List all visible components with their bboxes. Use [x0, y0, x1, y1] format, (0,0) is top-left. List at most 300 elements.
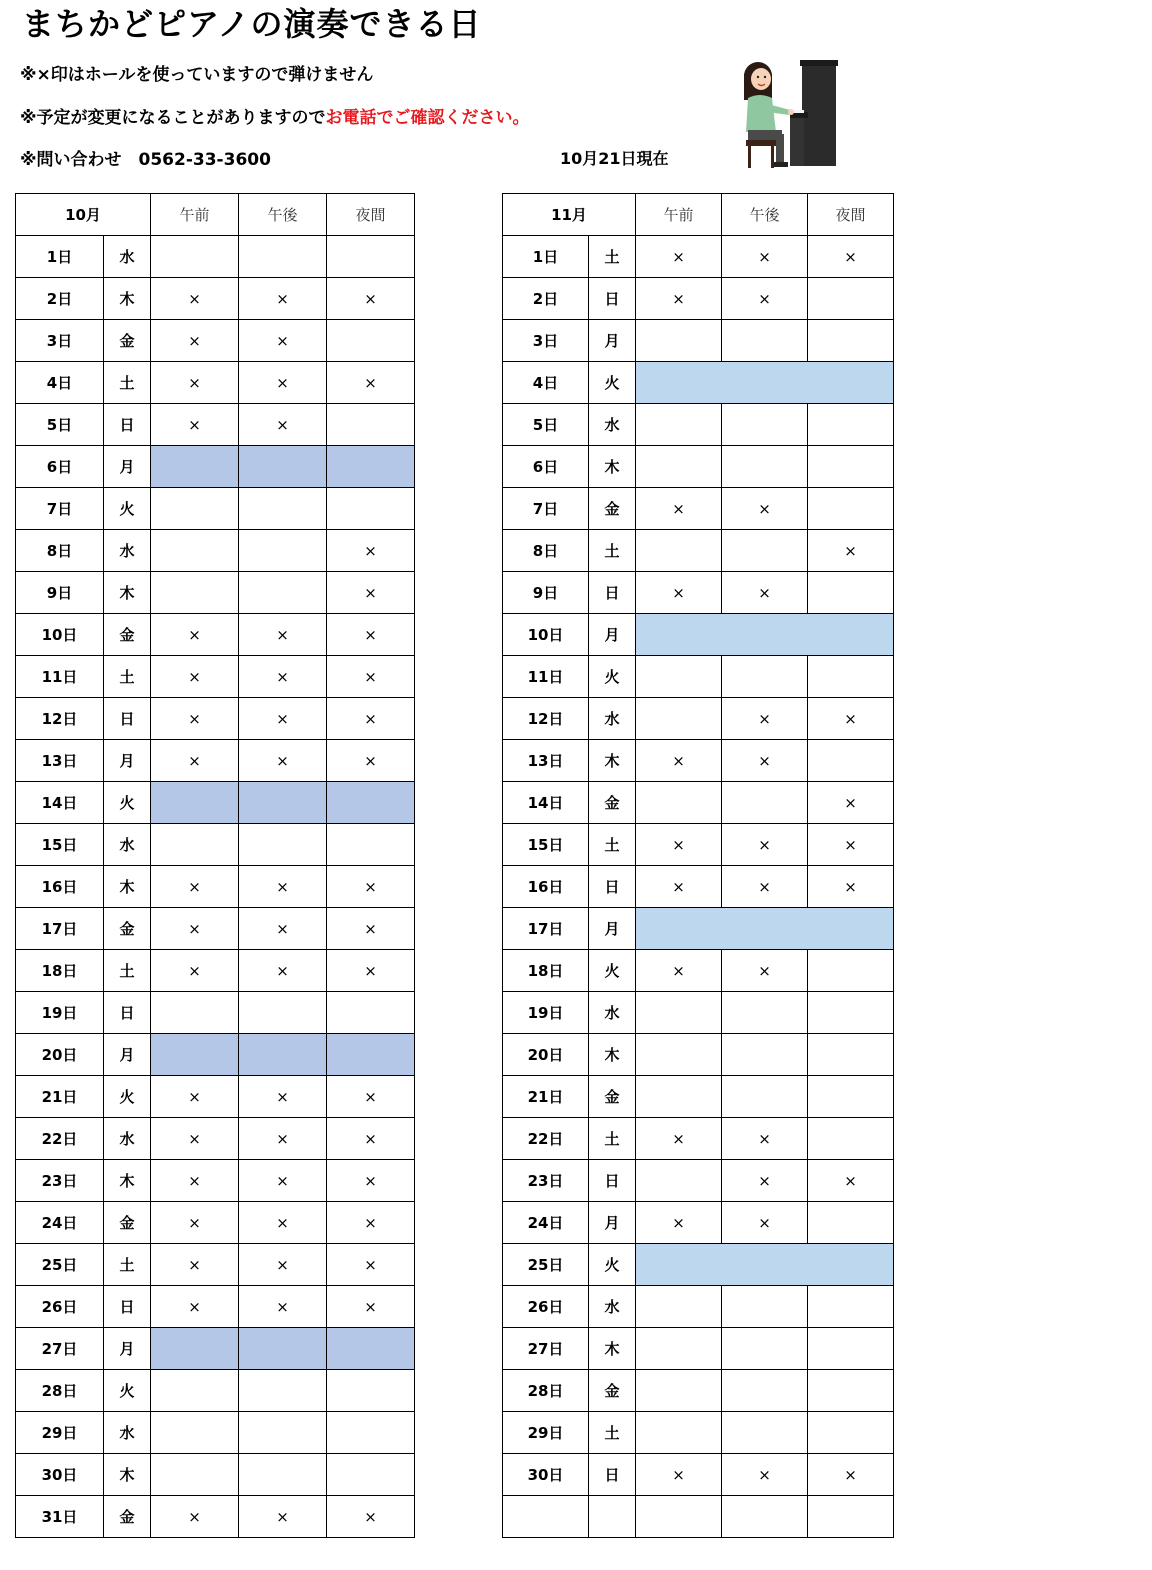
- closed-day-cell: [151, 446, 239, 488]
- slot-morning-cell: [636, 530, 722, 572]
- note-schedule-change: [20, 103, 530, 128]
- slot-night-cell: ×: [808, 698, 894, 740]
- day-cell: 26日: [16, 1286, 104, 1328]
- slot-morning-cell: ×: [636, 824, 722, 866]
- slot-afternoon-cell: [722, 1328, 808, 1370]
- day-cell: 11日: [503, 656, 589, 698]
- day-cell: 22日: [503, 1118, 589, 1160]
- day-cell: 27日: [16, 1328, 104, 1370]
- day-cell: 30日: [16, 1454, 104, 1496]
- slot-night-cell: ×: [327, 530, 415, 572]
- day-cell: 23日: [16, 1160, 104, 1202]
- weekday-cell: 月: [589, 614, 636, 656]
- weekday-cell: 金: [589, 782, 636, 824]
- slot-night-cell: ×: [808, 1454, 894, 1496]
- table-row: [16, 320, 415, 362]
- day-cell: 8日: [503, 530, 589, 572]
- slot-afternoon-cell: ×: [239, 950, 327, 992]
- table-row: [16, 992, 415, 1034]
- page-title: まちかどピアノの演奏できる日: [22, 5, 482, 43]
- slot-afternoon-cell: ×: [239, 1118, 327, 1160]
- weekday-cell: 月: [104, 740, 151, 782]
- table-row: [16, 1244, 415, 1286]
- day-cell: 28日: [16, 1370, 104, 1412]
- day-cell: 21日: [16, 1076, 104, 1118]
- note-schedule-change-prefix: ※予定が変更になることがありますので: [20, 108, 326, 128]
- day-cell: 25日: [16, 1244, 104, 1286]
- day-cell: 9日: [16, 572, 104, 614]
- slot-afternoon-cell: ×: [239, 866, 327, 908]
- table-row: [16, 908, 415, 950]
- closed-day-cell: [636, 1244, 894, 1286]
- weekday-cell: 金: [589, 488, 636, 530]
- day-cell: 20日: [16, 1034, 104, 1076]
- weekday-cell: 木: [589, 1328, 636, 1370]
- slot-night-cell: [808, 1370, 894, 1412]
- slot-morning-cell: ×: [151, 1244, 239, 1286]
- slot-night-cell: ×: [808, 824, 894, 866]
- slot-afternoon-cell: ×: [239, 908, 327, 950]
- slot-morning-header: 午前: [636, 194, 722, 236]
- day-cell: 12日: [503, 698, 589, 740]
- slot-night-cell: [808, 1412, 894, 1454]
- slot-night-cell: ×: [808, 782, 894, 824]
- slot-afternoon-cell: ×: [722, 866, 808, 908]
- table-row: [16, 950, 415, 992]
- slot-morning-cell: [636, 1370, 722, 1412]
- table-row: [503, 656, 894, 698]
- slot-afternoon-cell: ×: [722, 950, 808, 992]
- slot-morning-cell: ×: [636, 1202, 722, 1244]
- slot-morning-cell: ×: [151, 908, 239, 950]
- slot-morning-cell: [636, 446, 722, 488]
- weekday-cell: 土: [589, 236, 636, 278]
- slot-afternoon-cell: ×: [239, 320, 327, 362]
- table-row: [503, 404, 894, 446]
- slot-night-cell: [808, 1496, 894, 1538]
- table-row: [16, 362, 415, 404]
- table-row: [503, 236, 894, 278]
- day-cell: 1日: [16, 236, 104, 278]
- slot-afternoon-cell: [722, 530, 808, 572]
- table-row: [503, 1454, 894, 1496]
- slot-night-cell: ×: [327, 572, 415, 614]
- table-row: [503, 698, 894, 740]
- weekday-cell: 木: [104, 572, 151, 614]
- slot-morning-cell: ×: [636, 236, 722, 278]
- table-row: [503, 278, 894, 320]
- slot-morning-cell: ×: [151, 1118, 239, 1160]
- slot-afternoon-cell: [722, 1412, 808, 1454]
- table-row: [16, 1160, 415, 1202]
- slot-afternoon-cell: [722, 446, 808, 488]
- slot-morning-cell: [636, 1076, 722, 1118]
- slot-night-cell: [808, 446, 894, 488]
- day-cell: 6日: [503, 446, 589, 488]
- slot-night-cell: ×: [327, 362, 415, 404]
- table-row: [503, 866, 894, 908]
- slot-night-cell: [808, 320, 894, 362]
- slot-night-cell: [327, 404, 415, 446]
- slot-morning-cell: [636, 1286, 722, 1328]
- closed-day-cell: [151, 782, 239, 824]
- day-cell: 3日: [503, 320, 589, 362]
- slot-night-cell: [808, 278, 894, 320]
- table-header-row: [16, 194, 415, 236]
- weekday-cell: 水: [589, 698, 636, 740]
- weekday-cell: [589, 1496, 636, 1538]
- table-row: [16, 824, 415, 866]
- day-cell: 2日: [16, 278, 104, 320]
- slot-morning-cell: ×: [151, 404, 239, 446]
- day-cell: 10日: [503, 614, 589, 656]
- slot-morning-cell: [151, 572, 239, 614]
- closed-day-cell: [636, 362, 894, 404]
- slot-afternoon-cell: [722, 1496, 808, 1538]
- slot-afternoon-cell: ×: [722, 488, 808, 530]
- slot-night-cell: ×: [327, 1244, 415, 1286]
- slot-night-cell: ×: [327, 1118, 415, 1160]
- day-cell: 9日: [503, 572, 589, 614]
- slot-morning-cell: ×: [151, 1076, 239, 1118]
- table-row: [503, 1076, 894, 1118]
- day-cell: 29日: [16, 1412, 104, 1454]
- slot-morning-cell: [636, 1328, 722, 1370]
- day-cell: 24日: [503, 1202, 589, 1244]
- slot-night-cell: [808, 1286, 894, 1328]
- weekday-cell: 土: [589, 1412, 636, 1454]
- closed-day-cell: [636, 908, 894, 950]
- day-cell: 2日: [503, 278, 589, 320]
- slot-morning-cell: [636, 1412, 722, 1454]
- november-schedule-table: [502, 193, 894, 1538]
- table-row: [503, 908, 894, 950]
- slot-afternoon-cell: [722, 656, 808, 698]
- slot-night-cell: [808, 1202, 894, 1244]
- weekday-cell: 日: [589, 572, 636, 614]
- closed-day-cell: [327, 1034, 415, 1076]
- woman-playing-piano-illustration: [736, 60, 840, 170]
- day-cell: 1日: [503, 236, 589, 278]
- slot-afternoon-cell: [239, 824, 327, 866]
- slot-morning-cell: ×: [151, 1160, 239, 1202]
- slot-morning-cell: [636, 698, 722, 740]
- day-cell: 26日: [503, 1286, 589, 1328]
- table-row: [16, 278, 415, 320]
- day-cell: 10日: [16, 614, 104, 656]
- weekday-cell: 木: [589, 1034, 636, 1076]
- slot-afternoon-cell: ×: [239, 1160, 327, 1202]
- slot-afternoon-header: 午後: [722, 194, 808, 236]
- weekday-cell: 月: [104, 446, 151, 488]
- slot-night-cell: ×: [808, 236, 894, 278]
- day-cell: 18日: [503, 950, 589, 992]
- weekday-cell: 木: [589, 446, 636, 488]
- day-cell: 4日: [16, 362, 104, 404]
- slot-afternoon-cell: ×: [239, 1076, 327, 1118]
- table-row: [503, 1496, 894, 1538]
- weekday-cell: 日: [104, 992, 151, 1034]
- weekday-cell: 月: [589, 320, 636, 362]
- slot-afternoon-cell: ×: [722, 1160, 808, 1202]
- slot-night-cell: [808, 488, 894, 530]
- weekday-cell: 日: [104, 404, 151, 446]
- slot-morning-cell: [636, 782, 722, 824]
- slot-night-cell: ×: [327, 1160, 415, 1202]
- slot-night-cell: [808, 740, 894, 782]
- slot-night-cell: ×: [327, 908, 415, 950]
- slot-night-cell: ×: [327, 614, 415, 656]
- weekday-cell: 金: [589, 1076, 636, 1118]
- closed-day-cell: [636, 614, 894, 656]
- table-row: [503, 1160, 894, 1202]
- slot-morning-cell: ×: [636, 278, 722, 320]
- weekday-cell: 水: [589, 404, 636, 446]
- contact-phone: ※問い合わせ 0562-33-3600: [20, 150, 271, 170]
- slot-afternoon-cell: ×: [722, 278, 808, 320]
- table-row: [503, 1034, 894, 1076]
- slot-morning-cell: ×: [151, 866, 239, 908]
- table-row: [503, 530, 894, 572]
- slot-morning-cell: ×: [151, 1286, 239, 1328]
- day-cell: 13日: [503, 740, 589, 782]
- slot-night-cell: ×: [327, 656, 415, 698]
- slot-morning-cell: [151, 488, 239, 530]
- table-row: [16, 1328, 415, 1370]
- slot-morning-cell: ×: [151, 656, 239, 698]
- weekday-cell: 土: [589, 1118, 636, 1160]
- weekday-cell: 水: [104, 1118, 151, 1160]
- day-cell: [503, 1496, 589, 1538]
- slot-night-cell: [327, 488, 415, 530]
- table-row: [503, 614, 894, 656]
- weekday-cell: 木: [104, 1454, 151, 1496]
- slot-morning-cell: ×: [151, 614, 239, 656]
- weekday-cell: 火: [589, 362, 636, 404]
- slot-afternoon-cell: ×: [239, 1244, 327, 1286]
- slot-afternoon-cell: ×: [239, 1496, 327, 1538]
- weekday-cell: 水: [104, 530, 151, 572]
- day-cell: 16日: [16, 866, 104, 908]
- table-row: [503, 1118, 894, 1160]
- slot-afternoon-cell: ×: [722, 572, 808, 614]
- slot-night-cell: ×: [327, 1202, 415, 1244]
- day-cell: 13日: [16, 740, 104, 782]
- slot-afternoon-cell: [722, 1370, 808, 1412]
- slot-afternoon-cell: [722, 782, 808, 824]
- slot-night-header: 夜間: [327, 194, 415, 236]
- slot-afternoon-cell: ×: [722, 698, 808, 740]
- table-row: [16, 446, 415, 488]
- table-row: [16, 1076, 415, 1118]
- slot-morning-cell: [151, 236, 239, 278]
- weekday-cell: 土: [589, 530, 636, 572]
- slot-afternoon-cell: [722, 1286, 808, 1328]
- weekday-cell: 木: [104, 1160, 151, 1202]
- slot-night-cell: ×: [327, 740, 415, 782]
- weekday-cell: 金: [104, 1496, 151, 1538]
- weekday-cell: 月: [104, 1034, 151, 1076]
- day-cell: 12日: [16, 698, 104, 740]
- slot-night-cell: [808, 950, 894, 992]
- slot-night-cell: ×: [808, 866, 894, 908]
- slot-morning-cell: [636, 320, 722, 362]
- slot-morning-cell: ×: [636, 1118, 722, 1160]
- table-row: [16, 236, 415, 278]
- slot-night-cell: ×: [327, 278, 415, 320]
- slot-night-cell: ×: [327, 1076, 415, 1118]
- slot-afternoon-cell: ×: [239, 362, 327, 404]
- slot-night-header: 夜間: [808, 194, 894, 236]
- table-row: [16, 1454, 415, 1496]
- slot-morning-cell: ×: [151, 278, 239, 320]
- weekday-cell: 日: [589, 278, 636, 320]
- day-cell: 31日: [16, 1496, 104, 1538]
- day-cell: 5日: [503, 404, 589, 446]
- table-row: [16, 614, 415, 656]
- weekday-cell: 火: [104, 1076, 151, 1118]
- slot-afternoon-cell: [239, 530, 327, 572]
- weekday-cell: 金: [104, 1202, 151, 1244]
- slot-night-cell: ×: [808, 530, 894, 572]
- table-row: [503, 1202, 894, 1244]
- weekday-cell: 金: [104, 320, 151, 362]
- table-row: [503, 446, 894, 488]
- table-row: [503, 992, 894, 1034]
- day-cell: 27日: [503, 1328, 589, 1370]
- weekday-cell: 木: [104, 866, 151, 908]
- slot-afternoon-cell: [722, 1034, 808, 1076]
- slot-afternoon-cell: [239, 1370, 327, 1412]
- slot-morning-cell: ×: [636, 572, 722, 614]
- slot-morning-cell: [636, 992, 722, 1034]
- weekday-cell: 日: [589, 1160, 636, 1202]
- table-row: [503, 824, 894, 866]
- slot-afternoon-cell: ×: [239, 614, 327, 656]
- slot-night-cell: ×: [327, 698, 415, 740]
- slot-night-cell: ×: [808, 1160, 894, 1202]
- day-cell: 14日: [503, 782, 589, 824]
- month-title: 11月: [503, 194, 636, 236]
- table-row: [16, 1202, 415, 1244]
- weekday-cell: 火: [589, 656, 636, 698]
- slot-morning-cell: [636, 656, 722, 698]
- day-cell: 19日: [16, 992, 104, 1034]
- table-row: [16, 782, 415, 824]
- slot-night-cell: [327, 236, 415, 278]
- table-row: [503, 1412, 894, 1454]
- day-cell: 4日: [503, 362, 589, 404]
- slot-morning-cell: ×: [636, 866, 722, 908]
- note-call-to-confirm: お電話でご確認ください。: [325, 108, 530, 128]
- slot-morning-cell: ×: [636, 488, 722, 530]
- table-row: [503, 1370, 894, 1412]
- day-cell: 20日: [503, 1034, 589, 1076]
- slot-afternoon-cell: [722, 404, 808, 446]
- table-row: [16, 1370, 415, 1412]
- day-cell: 30日: [503, 1454, 589, 1496]
- weekday-cell: 金: [104, 908, 151, 950]
- table-row: [16, 530, 415, 572]
- slot-morning-cell: ×: [151, 740, 239, 782]
- table-row: [16, 866, 415, 908]
- weekday-cell: 土: [104, 362, 151, 404]
- slot-night-cell: [808, 656, 894, 698]
- slot-afternoon-cell: ×: [722, 1454, 808, 1496]
- slot-afternoon-cell: ×: [239, 698, 327, 740]
- weekday-cell: 土: [104, 950, 151, 992]
- slot-morning-cell: [636, 404, 722, 446]
- slot-morning-cell: [151, 1454, 239, 1496]
- slot-morning-cell: ×: [636, 1454, 722, 1496]
- closed-day-cell: [239, 1034, 327, 1076]
- weekday-cell: 日: [104, 698, 151, 740]
- closed-day-cell: [151, 1034, 239, 1076]
- table-row: [503, 1328, 894, 1370]
- table-row: [503, 782, 894, 824]
- weekday-cell: 月: [104, 1328, 151, 1370]
- day-cell: 23日: [503, 1160, 589, 1202]
- slot-afternoon-cell: ×: [722, 740, 808, 782]
- slot-night-cell: [808, 404, 894, 446]
- slot-night-cell: [808, 572, 894, 614]
- weekday-cell: 火: [104, 488, 151, 530]
- slot-morning-cell: [636, 1160, 722, 1202]
- table-row: [16, 1034, 415, 1076]
- slot-morning-cell: ×: [151, 362, 239, 404]
- day-cell: 17日: [503, 908, 589, 950]
- table-row: [16, 656, 415, 698]
- slot-afternoon-cell: ×: [239, 278, 327, 320]
- day-cell: 6日: [16, 446, 104, 488]
- slot-afternoon-cell: ×: [722, 824, 808, 866]
- weekday-cell: 水: [589, 992, 636, 1034]
- slot-night-cell: ×: [327, 1496, 415, 1538]
- slot-afternoon-cell: ×: [722, 1118, 808, 1160]
- slot-afternoon-cell: ×: [239, 740, 327, 782]
- table-row: [16, 488, 415, 530]
- slot-afternoon-cell: ×: [722, 236, 808, 278]
- weekday-cell: 水: [104, 824, 151, 866]
- slot-night-cell: ×: [327, 1286, 415, 1328]
- day-cell: 21日: [503, 1076, 589, 1118]
- day-cell: 18日: [16, 950, 104, 992]
- slot-afternoon-cell: [722, 320, 808, 362]
- slot-morning-cell: ×: [151, 1496, 239, 1538]
- slot-night-cell: [327, 824, 415, 866]
- slot-morning-cell: [151, 824, 239, 866]
- slot-afternoon-cell: [239, 236, 327, 278]
- weekday-cell: 月: [589, 1202, 636, 1244]
- table-row: [503, 320, 894, 362]
- day-cell: 15日: [503, 824, 589, 866]
- weekday-cell: 日: [589, 1454, 636, 1496]
- slot-night-cell: [327, 1412, 415, 1454]
- slot-afternoon-cell: ×: [722, 1202, 808, 1244]
- weekday-cell: 日: [589, 866, 636, 908]
- closed-day-cell: [239, 1328, 327, 1370]
- slot-afternoon-cell: ×: [239, 1286, 327, 1328]
- slot-morning-cell: [151, 992, 239, 1034]
- day-cell: 15日: [16, 824, 104, 866]
- day-cell: 25日: [503, 1244, 589, 1286]
- table-row: [503, 362, 894, 404]
- table-row: [503, 950, 894, 992]
- table-row: [16, 1496, 415, 1538]
- day-cell: 16日: [503, 866, 589, 908]
- slot-morning-cell: [151, 1370, 239, 1412]
- slot-night-cell: [327, 1370, 415, 1412]
